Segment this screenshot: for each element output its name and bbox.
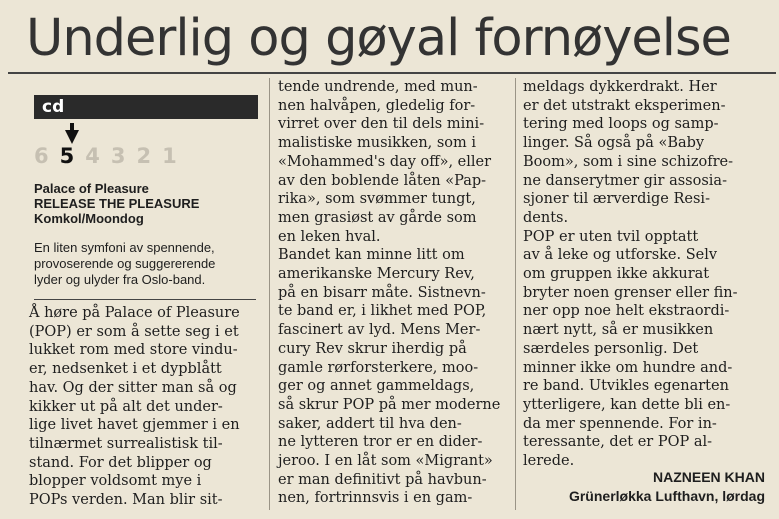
review-summary — [34, 240, 266, 288]
article-column-2 — [278, 78, 500, 508]
article-line: en leken hval. — [278, 228, 381, 245]
column-divider — [269, 78, 270, 510]
rating-value: 6 — [34, 144, 49, 168]
article-line: nen halvåpen, gledelig for- — [278, 97, 476, 114]
summary-line: lyder og ulyder fra Oslo-band. — [34, 272, 206, 287]
article-line: om gruppen ikke akkurat — [523, 266, 710, 283]
headline: Underlig og gøyal fornøyelse — [26, 9, 731, 68]
article-column-3 — [523, 78, 738, 471]
article-line: så skrur POP på mer moderne — [278, 396, 501, 413]
album-info — [34, 181, 264, 226]
article-line: amerikanske Mercury Rev, — [278, 266, 475, 283]
summary-line: provoserende og suggererende — [34, 256, 216, 271]
article-line: lerede. — [523, 453, 575, 470]
article-line: ytterligere, kan dette bli en- — [523, 396, 731, 413]
article-line: hav. Og der sitter man så og — [29, 379, 237, 396]
article-line: ne danserytmer gir assosia- — [523, 172, 727, 189]
article-line: bryter noen grenser eller fin- — [523, 284, 738, 301]
article-line: blopper voldsomt mye i — [29, 473, 202, 490]
article-line: særdeles personlig. Det — [523, 340, 699, 357]
article-line: re band. Utvikles egenarten — [523, 378, 729, 395]
article-line: rika», som svømmer tungt, — [278, 191, 476, 208]
article-line: POPs verden. Man blir sit- — [29, 492, 223, 509]
album-title: RELEASE THE PLEASURE — [34, 196, 200, 211]
rating-scale — [34, 143, 177, 169]
article-line: linger. Så også på «Baby — [523, 135, 705, 152]
album-label: Komkol/Moondog — [34, 211, 144, 226]
article-line: nen, fortrinnsvis i en gam- — [278, 490, 473, 507]
article-line: Å høre på Palace of Pleasure — [29, 305, 240, 321]
article-line: teressante, det er POP al- — [523, 434, 713, 451]
rating-value: 5 — [59, 144, 75, 168]
article-line: ger og annet gammeldags, — [278, 378, 475, 395]
article-line: saker, addert til hva den- — [278, 415, 462, 432]
article-line: nært nytt, så er musikken — [523, 322, 714, 339]
article-line: virret over den til dels mini- — [278, 116, 485, 133]
article-line: cury Rev skrur iherdig på — [278, 340, 467, 357]
summary-rule — [34, 299, 256, 300]
summary-line: En liten symfoni av spennende, — [34, 240, 215, 255]
article-line: minner ikke om hundre and- — [523, 359, 733, 376]
article-line: stand. For det blipper og — [29, 454, 212, 471]
article-line: av den boblende låten «Pap- — [278, 172, 487, 189]
article-line: tering med loops og samp- — [523, 116, 719, 133]
article-line: tende undrende, med mun- — [278, 79, 478, 95]
article-line: er det utstrakt eksperimen- — [523, 97, 726, 114]
article-line: jeroo. I en låt som «Migrant» — [278, 453, 493, 470]
album-artist: Palace of Pleasure — [34, 181, 149, 196]
article-line: er man definitivt på havbun- — [278, 471, 487, 488]
article-line: malistiske musikken, som i — [278, 135, 477, 152]
article-line: meldags dykkerdrakt. Her — [523, 79, 717, 95]
article-line: POP er uten tvil opptatt — [523, 228, 699, 245]
article-line: på en bisarr måte. Sistnevn- — [278, 284, 486, 301]
byline-author: NAZNEEN KHAN — [653, 469, 765, 485]
column-divider — [515, 78, 516, 510]
article-line: dents. — [523, 209, 569, 226]
article-line: gamle rørforsterkere, moo- — [278, 359, 479, 376]
headline-rule — [8, 72, 776, 74]
article-line: kikker ut på alt det under- — [29, 398, 223, 415]
article-line: «Mohammed's day off», eller — [278, 153, 492, 170]
article-line: er, nedsenket i et dypblått — [29, 361, 222, 378]
article-line: da mer spennende. For in- — [523, 415, 717, 432]
article-line: lukket rom med store vindu- — [29, 342, 238, 359]
article-line: av å leke og utforske. Selv — [523, 247, 718, 264]
article-line: (POP) er som å sette seg i et — [29, 323, 239, 340]
article-line: lige livet havet gjemmer i en — [29, 417, 240, 434]
rating-value: 4 — [85, 144, 100, 168]
article-line: Boom», som i sine schizofre- — [523, 153, 734, 170]
article-line: ne lytteren tror er en dider- — [278, 434, 483, 451]
rating-value: 3 — [110, 144, 126, 168]
section-label-cd: cd — [34, 95, 258, 119]
article-line: sjoner til ærverdige Resi- — [523, 191, 710, 208]
article-line: Bandet kan minne litt om — [278, 247, 465, 264]
rating-value: 1 — [162, 144, 177, 168]
byline-location: Grünerløkka Lufthavn, lørdag — [568, 488, 765, 504]
article-column-1 — [29, 304, 240, 510]
article-line: tilnærmet surrealistisk til- — [29, 435, 223, 452]
article-line: te band er, i likhet med POP, — [278, 303, 487, 320]
rating-value: 2 — [136, 144, 152, 168]
article-line: men grasiøst av gårde som — [278, 209, 477, 226]
article-line: fascinert av lyd. Mens Mer- — [278, 322, 481, 339]
article-line: ner opp noe helt ekstraordi- — [523, 303, 730, 320]
